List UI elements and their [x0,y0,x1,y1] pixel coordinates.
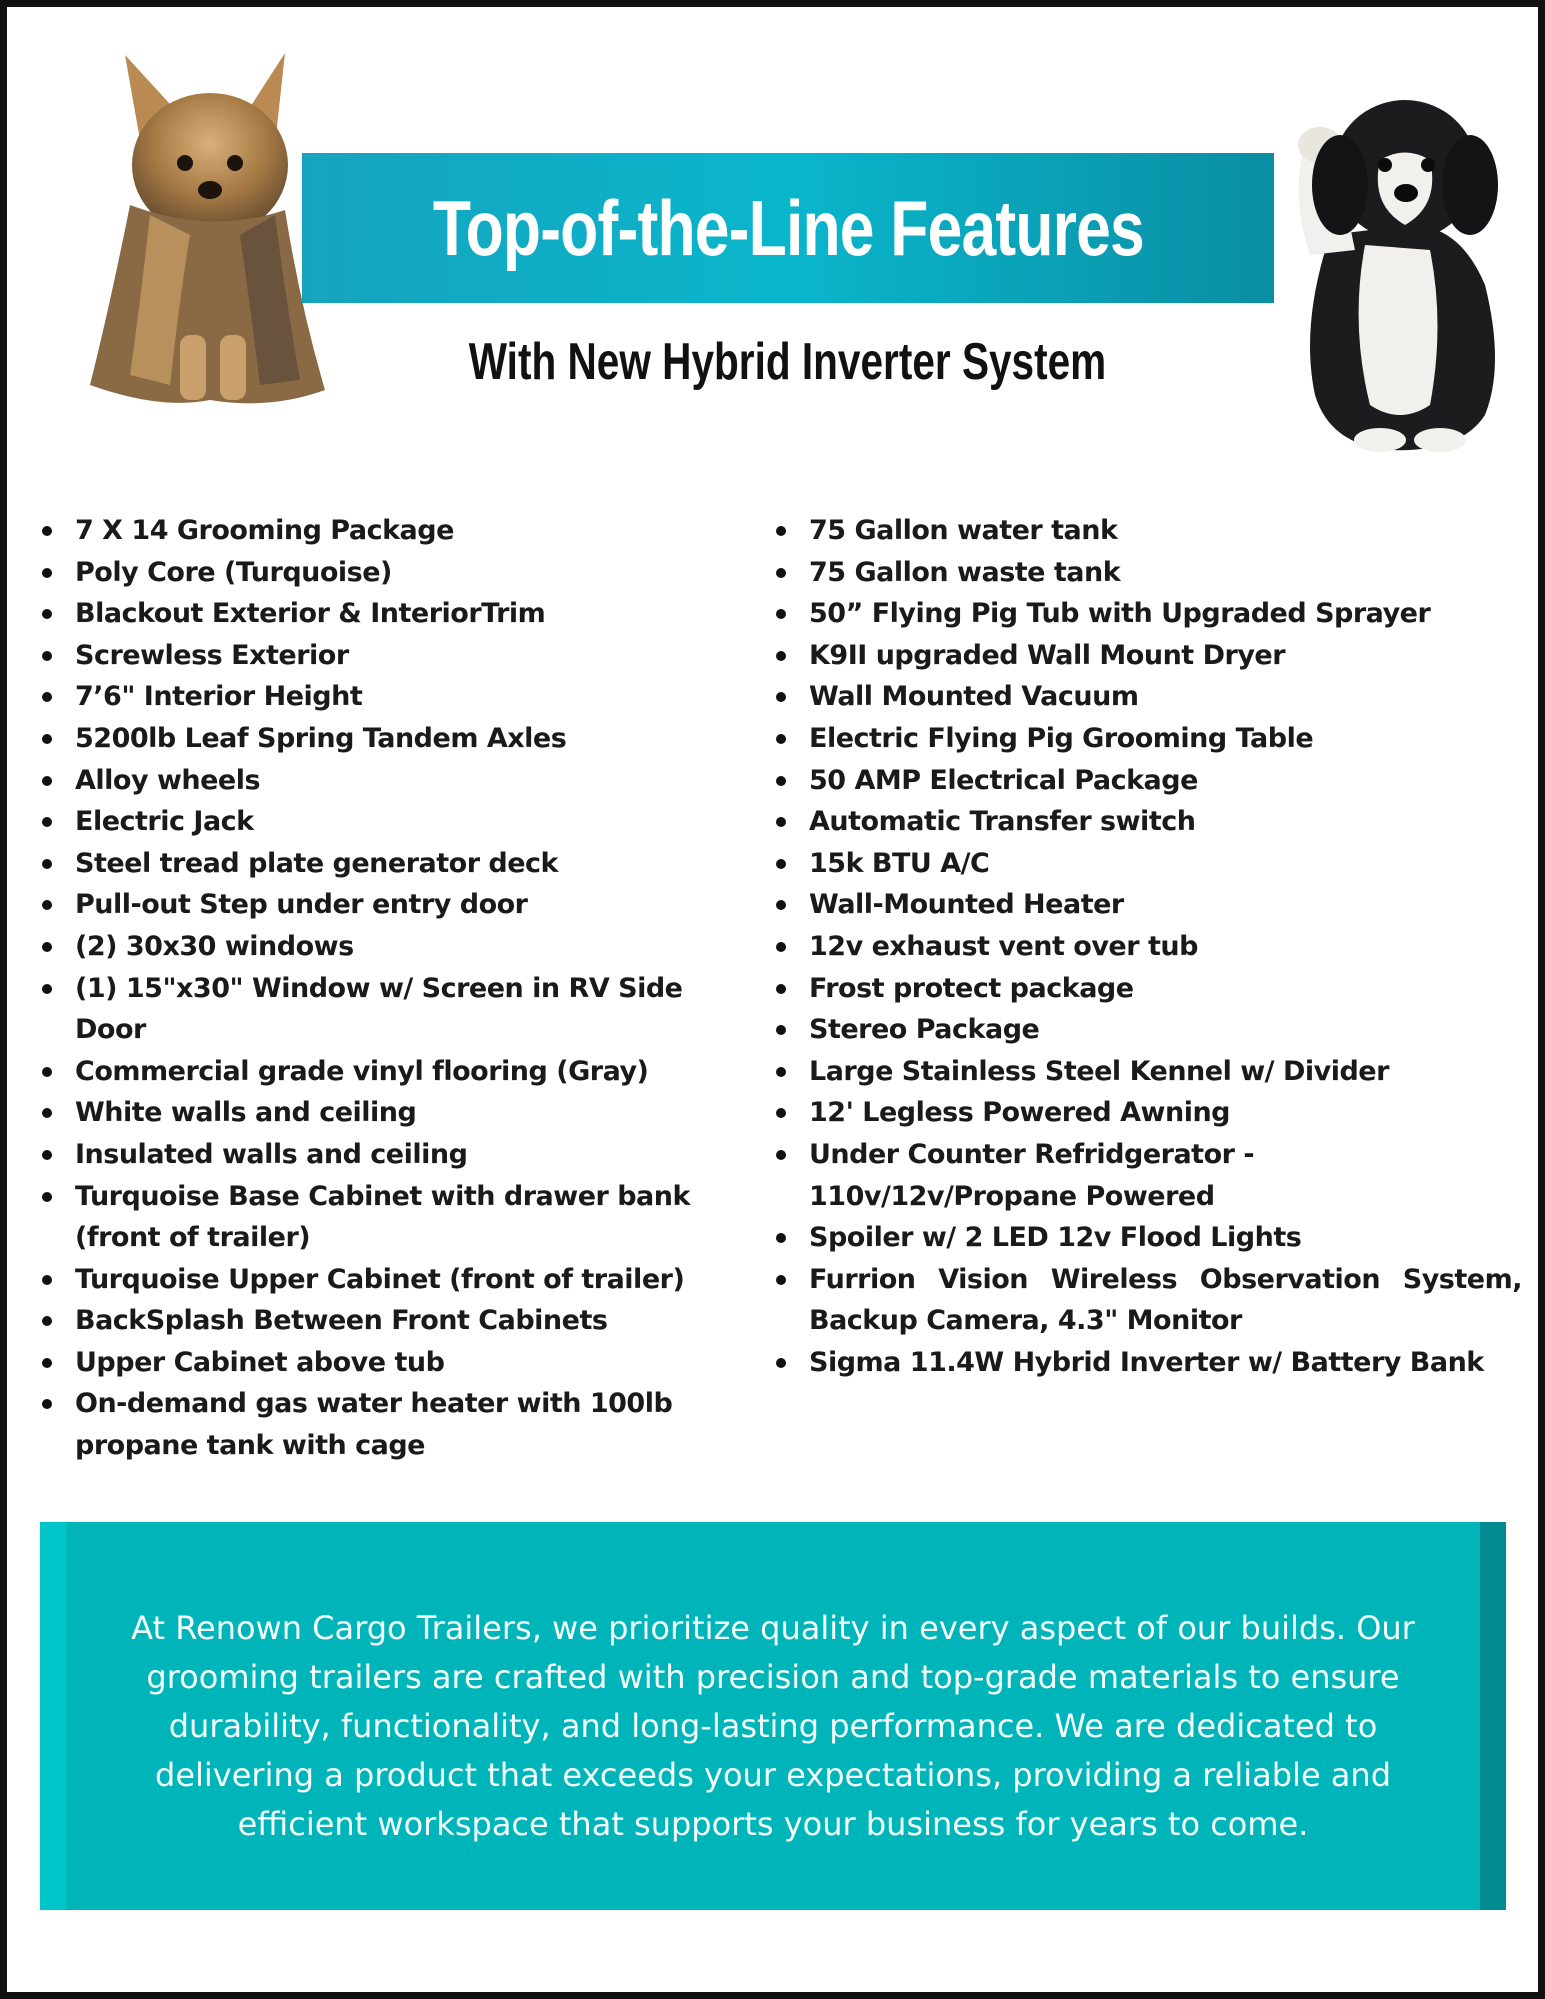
panel-edge-right [1480,1522,1506,1910]
list-item: (2) 30x30 windows [38,926,758,968]
list-item: Stereo Package [772,1009,1522,1051]
list-item: White walls and ceiling [38,1092,758,1134]
list-item: Insulated walls and ceiling [38,1134,758,1176]
list-item: 50” Flying Pig Tub with Upgraded Sprayer [772,593,1522,635]
list-item: Upper Cabinet above tub [38,1342,758,1384]
black-white-dog-icon [1270,65,1525,455]
list-item: Sigma 11.4W Hybrid Inverter w/ Battery Bank [772,1342,1522,1384]
list-item: Turquoise Upper Cabinet (front of trailer) [38,1259,758,1301]
list-item: Wall Mounted Vacuum [772,676,1522,718]
list-item: Spoiler w/ 2 LED 12v Flood Lights [772,1217,1522,1259]
page-subtitle: With New Hybrid Inverter System [468,333,1107,391]
list-item: 12' Legless Powered Awning [772,1092,1522,1134]
yorkshire-terrier-icon [70,45,340,415]
list-item: 5200lb Leaf Spring Tandem Axles [38,718,758,760]
list-item: Furrion Vision Wireless Observation System, Backup Camera, 4.3" Monitor [772,1259,1522,1342]
list-item: 50 AMP Electrical Package [772,760,1522,802]
list-item: Blackout Exterior & InteriorTrim [38,593,758,635]
list-item: 12v exhaust vent over tub [772,926,1522,968]
list-item: Turquoise Base Cabinet with drawer bank (front of trailer) [38,1176,758,1259]
features-right-list [772,510,1522,1383]
page-title: Top-of-the-Line Features [432,183,1144,272]
list-item: Screwless Exterior [38,635,758,677]
list-item: Electric Flying Pig Grooming Table [772,718,1522,760]
list-item: Large Stainless Steel Kennel w/ Divider [772,1051,1522,1093]
list-item: (1) 15"x30" Window w/ Screen in RV Side Door [38,968,758,1051]
features-left-list [38,510,758,1467]
panel-edge-left [40,1522,66,1910]
list-item: 75 Gallon waste tank [772,552,1522,594]
list-item: Frost protect package [772,968,1522,1010]
list-item: 7 X 14 Grooming Package [38,510,758,552]
list-item: BackSplash Between Front Cabinets [38,1300,758,1342]
list-item: Electric Jack [38,801,758,843]
list-item: Automatic Transfer switch [772,801,1522,843]
list-item: 75 Gallon water tank [772,510,1522,552]
list-item: Pull-out Step under entry door [38,884,758,926]
quality-statement-text: At Renown Cargo Trailers, we prioritize quality in every aspect of our builds. Our grooming trailers are crafted with precision and top-grade materials to ensure durability, functionality, and long-lasting performance. We are dedicated to delivering a product that exceeds your expectations, providing a reliable and efficient workspace that supports your business for years to come. [131,1609,1415,1843]
title-banner [302,153,1274,303]
list-item: Commercial grade vinyl flooring (Gray) [38,1051,758,1093]
list-item: 7’6" Interior Height [38,676,758,718]
list-item: Wall-Mounted Heater [772,884,1522,926]
list-item: Alloy wheels [38,760,758,802]
list-item: Poly Core (Turquoise) [38,552,758,594]
list-item: Under Counter Refridgerator - 110v/12v/Propane Powered [772,1134,1522,1217]
list-item: 15k BTU A/C [772,843,1522,885]
quality-statement-panel [40,1522,1506,1910]
list-item: On-demand gas water heater with 100lb propane tank with cage [38,1383,758,1466]
list-item: Steel tread plate generator deck [38,843,758,885]
list-item: K9II upgraded Wall Mount Dryer [772,635,1522,677]
